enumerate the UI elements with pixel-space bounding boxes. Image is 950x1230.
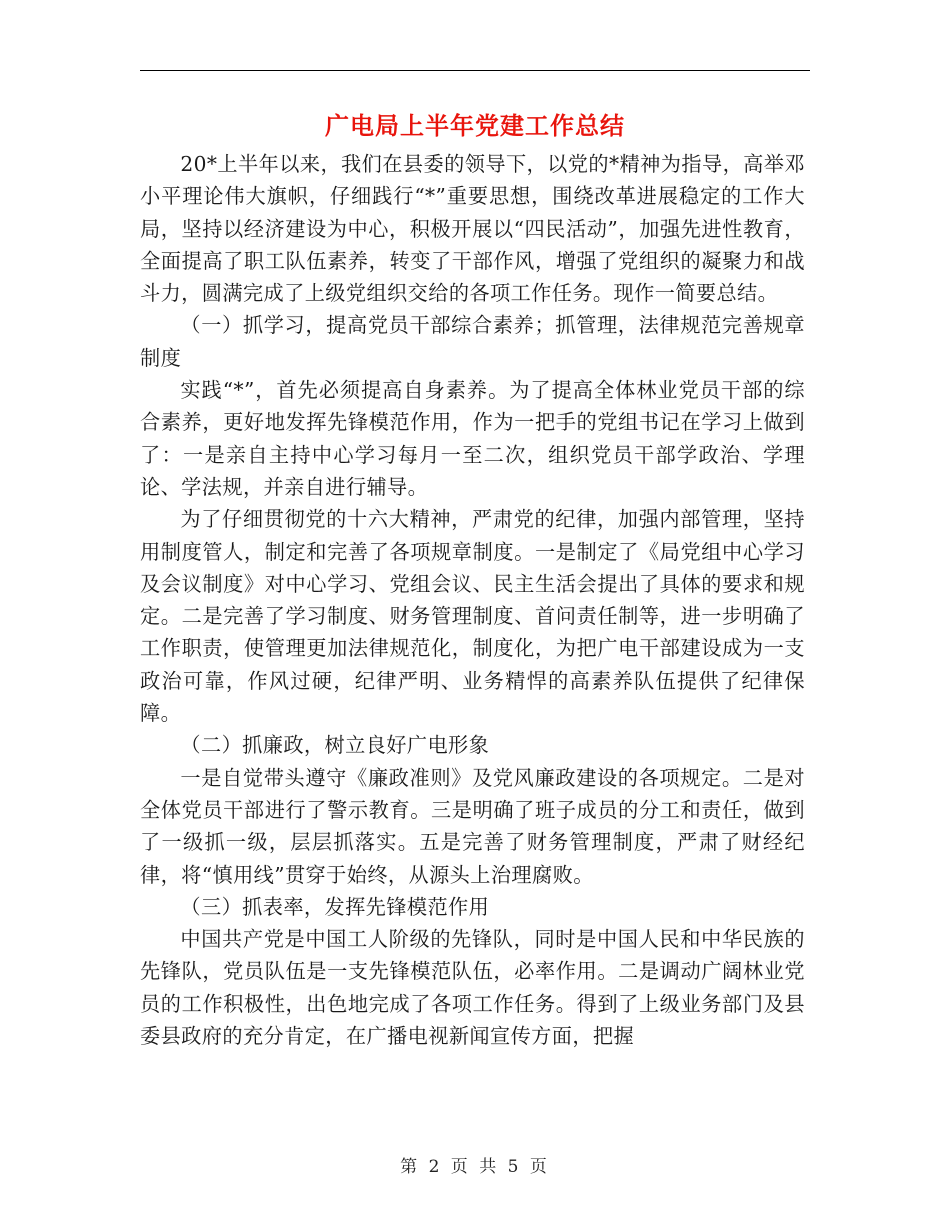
section-heading-1: （一）抓学习，提高党员干部综合素养；抓管理，法律规范完善规章制度 xyxy=(140,313,805,370)
section-heading-2: （二）抓廉政，树立良好广电形象 xyxy=(180,733,490,758)
paragraph-study: 实践“*”，首先必须提高自身素养。为了提高全体林业党员干部的综合素养，更好地发挥先锋模范作用，作为一把手的党组书记在学习上做到了：一是亲自主持中心学习每月一至二次，组织党员干部学政治、学理论、学法规，并亲自进行辅导。 xyxy=(140,378,805,499)
paragraph-rules: 为了仔细贯彻党的十六大精神，严肃党的纪律，加强内部管理，坚持用制度管人，制定和完善了各项规章制度。一是制定了《局党组中心学习及会议制度》对中心学习、党组会议、民主生活会提出了具体的要求和规定。二是完善了学习制度、财务管理制度、首问责任制等，进一步明确了工作职责，使管理更加法律规范化，制度化，为把广电干部建设成为一支政治可靠，作风过硬，纪律严明、业务精悍的高素养队伍提供了纪律保障。 xyxy=(140,507,805,726)
page-number: 第 2 页 共 5 页 xyxy=(400,1157,550,1177)
paragraph-exemplar: 中国共产党是中国工人阶级的先锋队，同时是中国人民和中华民族的先锋队，党员队伍是一支先锋模范队伍，必率作用。二是调动广阔林业党员的工作积极性，出色地完成了各项工作任务。得到了上级业务部门及县委县政府的充分肯定，在广播电视新闻宣传方面，把握 xyxy=(140,927,805,1049)
section-heading-3: （三）抓表率，发挥先锋模范作用 xyxy=(180,894,490,919)
page-footer xyxy=(0,1152,950,1177)
document-body xyxy=(140,148,805,1052)
paragraph-integrity: 一是自觉带头遵守《廉政准则》及党风廉政建设的各项规定。二是对全体党员干部进行了警示教育。三是明确了班子成员的分工和责任，做到了一级抓一级，层层抓落实。五是完善了财务管理制度，严肃了财经纪律，将“慎用线”贯穿于始终，从源头上治理腐败。 xyxy=(140,765,805,887)
document-title: 广电局上半年党建工作总结 xyxy=(325,111,625,140)
header-rule xyxy=(140,70,810,71)
intro-paragraph: 20*上半年以来，我们在县委的领导下，以党的*精神为指导，高举邓小平理论伟大旗帜，仔细践行“*”重要思想，围绕改革进展稳定的工作大局，坚持以经济建设为中心，积极开展以“四民活动”，加强先进性教育，全面提高了职工队伍素养，转变了干部作风，增强了党组织的凝聚力和战斗力，圆满完成了上级党组织交给的各项工作任务。现作一简要总结。 xyxy=(140,152,805,306)
